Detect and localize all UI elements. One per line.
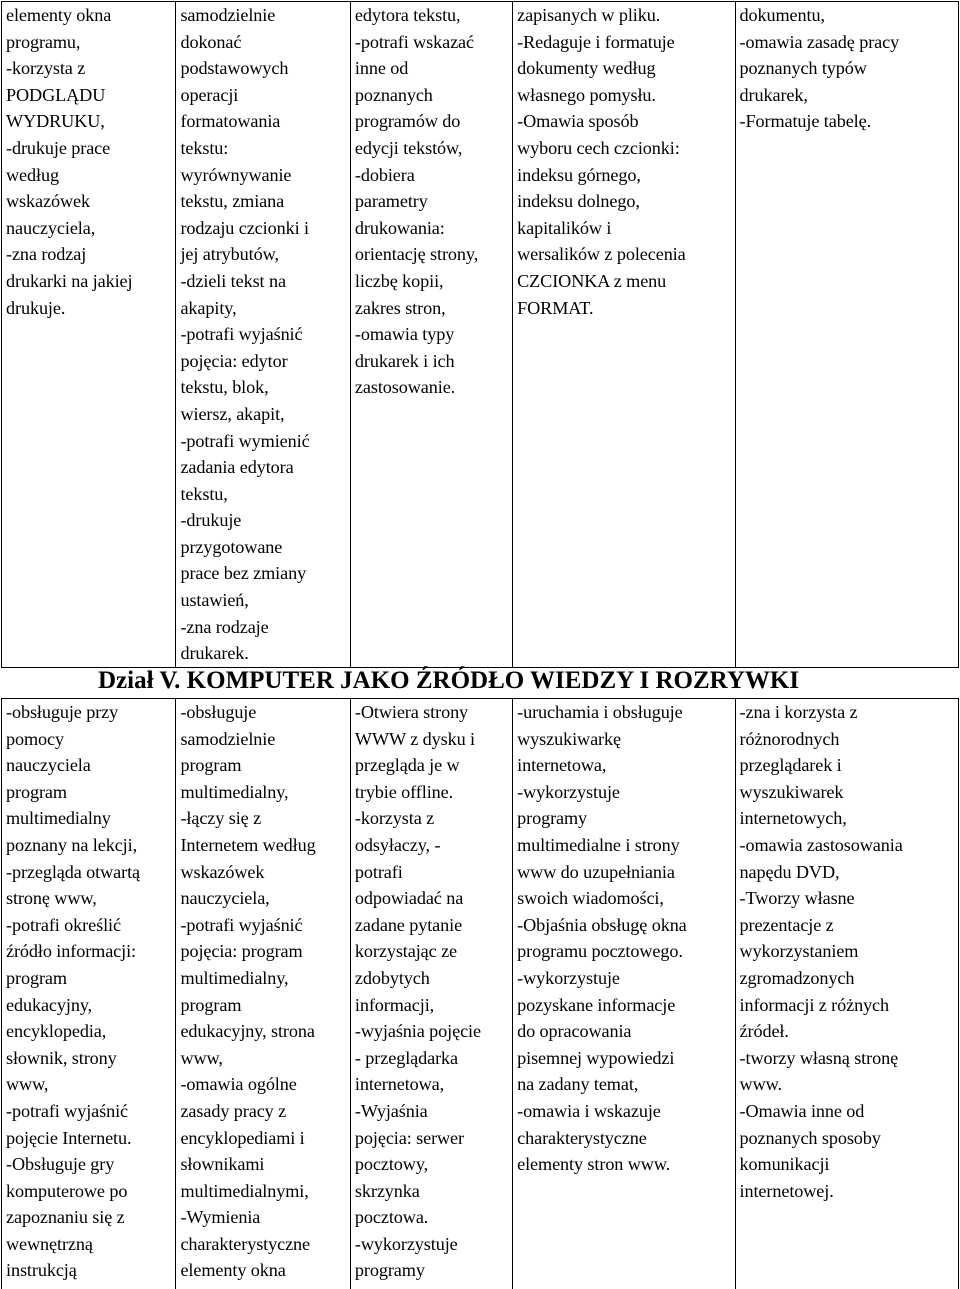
table-row — [2, 2, 959, 668]
table-cell-grade-1: elementy okna programu, -korzysta z PODGLĄDU WYDRUKU, -drukuje prace według wskazówek nauczyciela, -zna rodzaj drukarki na jakiej drukuje. — [2, 2, 176, 668]
table-cell-grade-5: dokumentu, -omawia zasadę pracy poznanych typów drukarek, -Formatuje tabelę. — [735, 2, 958, 668]
table-cell-grade-4: zapisanych w pliku. -Redaguje i formatuje dokumenty według własnego pomysłu. -Omawia sposób wyboru cech czcionki: indeksu górnego, indeksu dolnego, kapitalików i wersalików z polecenia CZCIONKA z menu FORMAT. — [513, 2, 735, 668]
table-cell-grade-1: -obsługuje przy pomocy nauczyciela program multimedialny poznany na lekcji, -przegląda otwartą stronę www, -potrafi określić źródło informacji: program edukacyjny, encyklopedia, słownik, strony www, -potrafi wyjaśnić pojęcie Internetu. -Obsługuje gry komputerowe po zapoznaniu się z wewnętrzną instrukcją — [2, 699, 176, 1289]
section-heading: Dział V. KOMPUTER JAKO ŹRÓDŁO WIEDZY I ROZRYWKI — [98, 666, 799, 696]
table-cell-grade-4: -uruchamia i obsługuje wyszukiwarkę internetowa, -wykorzystuje programy multimedialne i strony www do uzupełniania swoich wiadomości, -Objaśnia obsługę okna programu pocztowego. -wykorzystuje pozyskane informacje do opracowania pisemnej wypowiedzi na zadany temat, -omawia i wskazuje charakterystyczne elementy stron www. — [513, 699, 735, 1289]
table-cell-grade-3: -Otwiera strony WWW z dysku i przegląda je w trybie offline. -korzysta z odsyłaczy, - potrafi odpowiadać na zadane pytanie korzystając ze zdobytych informacji, -wyjaśnia pojęcie - przeglądarka internetowa, -Wyjaśnia pojęcia: serwer pocztowy, skrzynka pocztowa. -wykorzystuje programy — [350, 699, 512, 1289]
table-cell-grade-3: edytora tekstu, -potrafi wskazać inne od poznanych programów do edycji tekstów, -dobiera parametry drukowania: orientację strony, liczbę kopii, zakres stron, -omawia typy drukarek i ich zastosowanie. — [350, 2, 512, 668]
table-cell-grade-2: -obsługuje samodzielnie program multimedialny, -łączy się z Internetem według wskazówek nauczyciela, -potrafi wyjaśnić pojęcia: program multimedialny, program edukacyjny, strona www, -omawia ogólne zasady pracy z encyklopediami i słownikami multimedialnymi, -Wymienia charakterystyczne elementy okna — [176, 699, 350, 1289]
table-row — [2, 699, 959, 1289]
table-cell-grade-2: samodzielnie dokonać podstawowych operacji formatowania tekstu: wyrównywanie tekstu, zmiana rodzaju czcionki i jej atrybutów, -dzieli tekst na akapity, -potrafi wyjaśnić pojęcia: edytor tekstu, blok, wiersz, akapit, -potrafi wymienić zadania edytora tekstu, -drukuje przygotowane prace bez zmiany ustawień, -zna rodzaje drukarek. — [176, 2, 350, 668]
table-cell-grade-5: -zna i korzysta z różnorodnych przeglądarek i wyszukiwarek internetowych, -omawia zastosowania napędu DVD, -Tworzy własne prezentacje z wykorzystaniem zgromadzonych informacji z różnych źródeł. -tworzy własną stronę www. -Omawia inne od poznanych sposoby komunikacji internetowej. — [735, 699, 958, 1289]
requirements-table-bottom — [1, 698, 959, 1289]
requirements-table-top — [1, 1, 959, 668]
